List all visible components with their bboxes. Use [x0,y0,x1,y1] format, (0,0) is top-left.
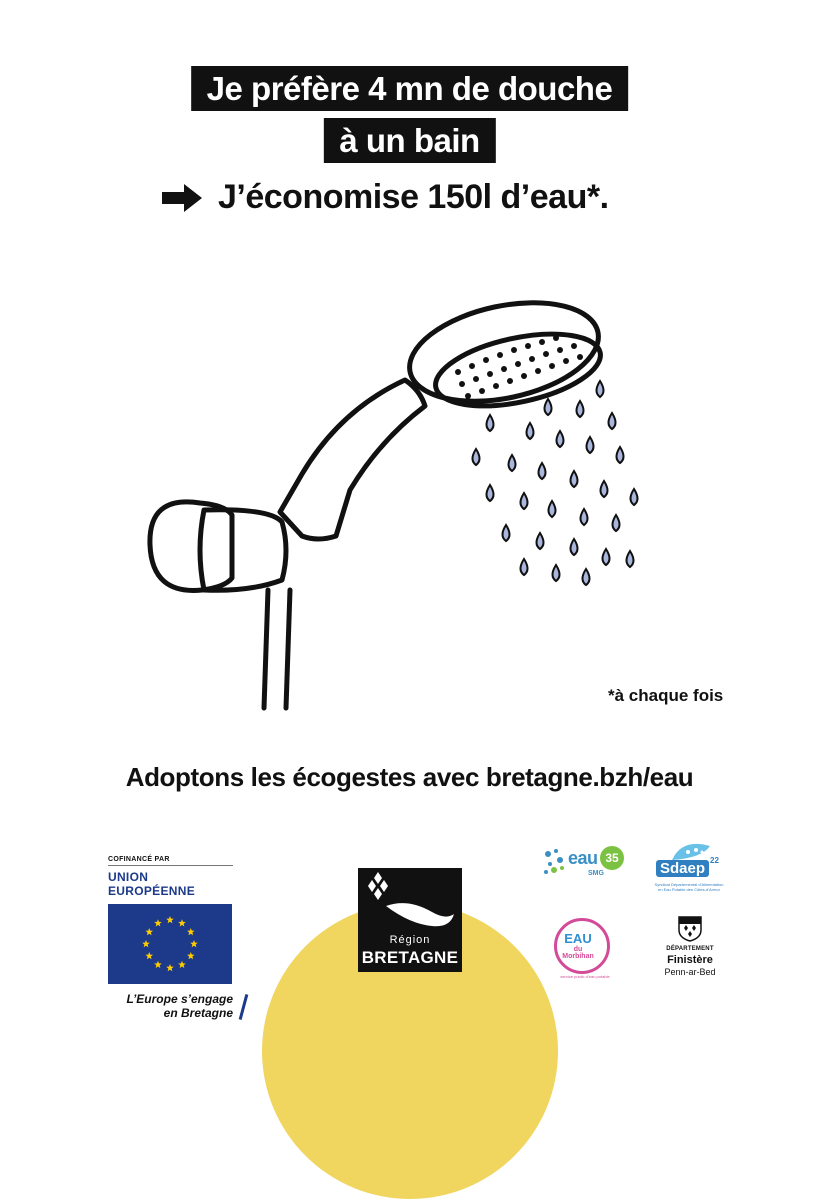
eu-engage-line1: L’Europe s’engage [126,992,233,1006]
finistere-name: Finistère [667,954,713,966]
water-drop [557,431,564,447]
water-drop [577,401,584,417]
water-drop [617,447,624,463]
eu-cofinance-label: COFINANCÉ PAR [108,856,233,866]
subheadline [162,178,609,217]
eau-du-morbihan-logo [552,918,618,984]
bretagne-label: BRETAGNE [361,948,459,967]
water-splash-icon [540,846,568,878]
water-drop [487,485,494,501]
eau35-number: 35 [600,846,624,870]
water-drop [609,413,616,429]
region-label: Région [389,934,431,946]
shower-head-icon [140,260,660,720]
subheadline-text: J’économise 150l d’eau*. [218,178,609,216]
water-drop [527,423,534,439]
sdaep-text: Sdaep [656,860,709,877]
footnote: *à chaque fois [608,686,724,705]
sdaep-number: 22 [710,856,719,865]
region-bretagne-logo [358,868,462,972]
eu-title: UNION EUROPÉENNE [108,870,196,898]
water-drop [601,481,608,497]
water-drop [581,509,588,525]
sdaep-logo [652,840,722,904]
headline-line-2: à un bain [323,118,495,163]
sdaep-sub: Syndicat Départemental d’Alimentation en Eau Potable des Côtes-d’Armor [654,882,724,893]
water-drop [503,525,510,541]
eu-logo [108,856,233,1021]
water-drop [539,463,546,479]
water-drop [537,533,544,549]
water-drop [571,471,578,487]
water-drop [587,437,594,453]
water-drop [553,565,560,581]
eu-slash [239,994,249,1020]
water-drop [597,381,604,397]
finistere-logo [650,916,730,1000]
water-drop [631,489,638,505]
finistere-dept: DÉPARTEMENT [666,946,714,952]
water-drop [473,449,480,465]
finistere-breton: Penn-ar-Bed [664,967,716,977]
water-drop [603,549,610,565]
morbihan-sub: service public d’eau potable [560,974,610,979]
water-drop [521,493,528,509]
water-drop [521,559,528,575]
morbihan-name: du Morbihan [562,946,594,960]
eu-engage-text [108,992,233,1021]
water-drop [549,501,556,517]
water-drop [613,515,620,531]
eau35-logo [540,846,628,882]
eu-engage-line2: en Bretagne [163,1006,233,1021]
water-drop [509,455,516,471]
morbihan-eau: EAU [564,931,592,946]
tagline: Adoptons les écogestes avec bretagne.bzh/eau [125,762,694,792]
water-drop [487,415,494,431]
eau35-sub: SMG [588,870,604,877]
water-drop [583,569,590,585]
ermine-icon [358,868,462,938]
water-drop [627,551,634,567]
arrow-right-icon [162,184,202,212]
eu-flag-icon [108,904,232,984]
headline-line-1: Je préfère 4 mn de douche [191,66,629,111]
eau35-text: eau [568,848,598,868]
water-drop [571,539,578,555]
shield-icon [678,916,702,942]
water-drop [545,399,552,415]
